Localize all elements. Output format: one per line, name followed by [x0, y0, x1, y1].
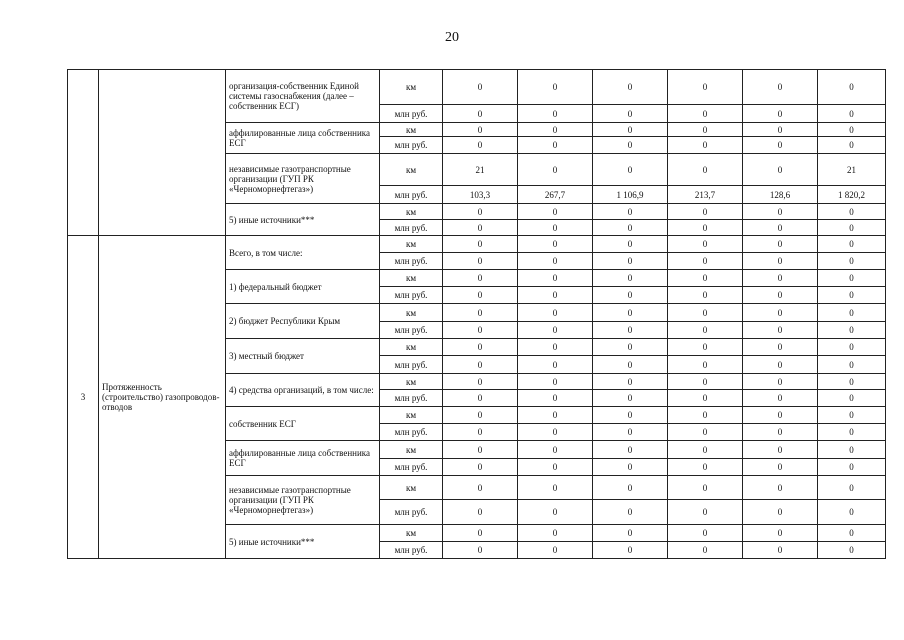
value-cell: 0 — [593, 407, 668, 424]
unit-cell: млн руб. — [380, 253, 443, 270]
value-cell: 0 — [593, 500, 668, 525]
source-label-cell: 5) иные источники*** — [226, 525, 380, 559]
value-cell: 0 — [518, 459, 593, 476]
value-cell: 0 — [743, 287, 818, 304]
value-cell: 0 — [593, 137, 668, 154]
value-cell: 0 — [818, 287, 886, 304]
value-cell: 0 — [593, 287, 668, 304]
value-cell: 0 — [743, 322, 818, 339]
row-number-cell — [68, 70, 99, 236]
unit-cell: км — [380, 204, 443, 220]
value-cell: 0 — [518, 424, 593, 441]
value-cell: 0 — [668, 542, 743, 559]
unit-cell: км — [380, 374, 443, 390]
source-label-cell: 3) местный бюджет — [226, 339, 380, 374]
value-cell: 0 — [668, 525, 743, 542]
value-cell: 0 — [593, 322, 668, 339]
value-cell: 0 — [518, 476, 593, 500]
value-cell: 0 — [443, 287, 518, 304]
value-cell: 0 — [818, 339, 886, 356]
value-cell: 0 — [668, 390, 743, 407]
value-cell: 0 — [743, 441, 818, 459]
value-cell: 0 — [518, 500, 593, 525]
value-cell: 0 — [443, 459, 518, 476]
value-cell: 0 — [518, 236, 593, 253]
value-cell: 0 — [668, 287, 743, 304]
value-cell: 0 — [593, 70, 668, 105]
value-cell: 0 — [593, 525, 668, 542]
unit-cell: млн руб. — [380, 287, 443, 304]
value-cell: 0 — [818, 476, 886, 500]
value-cell: 0 — [593, 253, 668, 270]
source-label-cell: аффилированные лица собственника ЕСГ — [226, 441, 380, 476]
value-cell: 0 — [518, 137, 593, 154]
value-cell: 0 — [668, 356, 743, 374]
value-cell: 0 — [518, 407, 593, 424]
indicator-title-cell — [99, 70, 226, 236]
unit-cell: млн руб. — [380, 500, 443, 525]
value-cell: 0 — [743, 542, 818, 559]
value-cell: 0 — [443, 500, 518, 525]
value-cell: 0 — [668, 339, 743, 356]
value-cell: 0 — [668, 304, 743, 322]
value-cell: 0 — [668, 236, 743, 253]
source-label-cell: 5) иные источники*** — [226, 204, 380, 236]
value-cell: 0 — [593, 459, 668, 476]
value-cell: 0 — [743, 204, 818, 220]
value-cell: 0 — [818, 123, 886, 137]
unit-cell: км — [380, 339, 443, 356]
value-cell: 0 — [518, 339, 593, 356]
unit-cell: км — [380, 70, 443, 105]
value-cell: 0 — [593, 542, 668, 559]
value-cell: 21 — [818, 154, 886, 186]
value-cell: 0 — [443, 374, 518, 390]
value-cell: 0 — [518, 204, 593, 220]
value-cell: 0 — [743, 220, 818, 236]
value-cell: 0 — [743, 304, 818, 322]
value-cell: 1 106,9 — [593, 186, 668, 204]
value-cell: 0 — [743, 137, 818, 154]
value-cell: 21 — [443, 154, 518, 186]
value-cell: 0 — [443, 390, 518, 407]
value-cell: 0 — [593, 476, 668, 500]
value-cell: 0 — [743, 356, 818, 374]
value-cell: 0 — [443, 236, 518, 253]
value-cell: 0 — [518, 287, 593, 304]
value-cell: 0 — [668, 424, 743, 441]
value-cell: 0 — [518, 253, 593, 270]
unit-cell: млн руб. — [380, 390, 443, 407]
value-cell: 0 — [443, 525, 518, 542]
value-cell: 0 — [743, 123, 818, 137]
value-cell: 0 — [743, 525, 818, 542]
value-cell: 0 — [743, 424, 818, 441]
value-cell: 0 — [518, 304, 593, 322]
value-cell: 0 — [518, 105, 593, 123]
value-cell: 0 — [443, 220, 518, 236]
table-row — [68, 70, 886, 105]
unit-cell: млн руб. — [380, 459, 443, 476]
value-cell: 0 — [743, 253, 818, 270]
value-cell: 0 — [743, 154, 818, 186]
value-cell: 0 — [593, 270, 668, 287]
value-cell: 0 — [668, 500, 743, 525]
value-cell: 0 — [668, 374, 743, 390]
unit-cell: км — [380, 236, 443, 253]
value-cell: 0 — [668, 441, 743, 459]
source-label-cell: организация-собственник Единой системы газоснабжения (далее – собственник ЕСГ) — [226, 70, 380, 123]
source-label-cell: 4) средства организаций, в том числе: — [226, 374, 380, 407]
unit-cell: км — [380, 407, 443, 424]
value-cell: 0 — [818, 270, 886, 287]
value-cell: 0 — [818, 70, 886, 105]
row-number-cell: 3 — [68, 236, 99, 559]
value-cell: 0 — [668, 220, 743, 236]
value-cell: 0 — [593, 236, 668, 253]
value-cell: 0 — [443, 105, 518, 123]
value-cell: 213,7 — [668, 186, 743, 204]
investment-table — [67, 69, 886, 559]
value-cell: 267,7 — [518, 186, 593, 204]
value-cell: 0 — [518, 123, 593, 137]
value-cell: 0 — [818, 407, 886, 424]
value-cell: 0 — [743, 270, 818, 287]
value-cell: 0 — [518, 441, 593, 459]
value-cell: 0 — [443, 137, 518, 154]
value-cell: 0 — [818, 525, 886, 542]
page-number: 20 — [445, 30, 459, 45]
value-cell: 0 — [668, 270, 743, 287]
value-cell: 0 — [743, 339, 818, 356]
value-cell: 0 — [743, 70, 818, 105]
value-cell: 0 — [668, 322, 743, 339]
unit-cell: млн руб. — [380, 186, 443, 204]
value-cell: 0 — [443, 270, 518, 287]
unit-cell: млн руб. — [380, 424, 443, 441]
value-cell: 0 — [443, 441, 518, 459]
unit-cell: км — [380, 476, 443, 500]
value-cell: 0 — [668, 105, 743, 123]
value-cell: 0 — [743, 390, 818, 407]
value-cell: 0 — [668, 154, 743, 186]
value-cell: 0 — [593, 390, 668, 407]
unit-cell: км — [380, 123, 443, 137]
value-cell: 0 — [593, 105, 668, 123]
value-cell: 0 — [593, 220, 668, 236]
unit-cell: млн руб. — [380, 322, 443, 339]
value-cell: 0 — [818, 137, 886, 154]
value-cell: 0 — [593, 339, 668, 356]
value-cell: 0 — [443, 424, 518, 441]
value-cell: 0 — [518, 322, 593, 339]
value-cell: 103,3 — [443, 186, 518, 204]
value-cell: 0 — [818, 424, 886, 441]
value-cell: 0 — [818, 500, 886, 525]
value-cell: 0 — [443, 123, 518, 137]
source-label-cell: собственник ЕСГ — [226, 407, 380, 441]
unit-cell: км — [380, 441, 443, 459]
value-cell: 0 — [443, 253, 518, 270]
value-cell: 1 820,2 — [818, 186, 886, 204]
value-cell: 0 — [443, 356, 518, 374]
value-cell: 0 — [518, 374, 593, 390]
value-cell: 0 — [593, 356, 668, 374]
value-cell: 0 — [443, 476, 518, 500]
source-label-cell: 1) федеральный бюджет — [226, 270, 380, 304]
value-cell: 0 — [743, 105, 818, 123]
value-cell: 0 — [818, 220, 886, 236]
value-cell: 0 — [593, 441, 668, 459]
value-cell: 0 — [668, 70, 743, 105]
value-cell: 0 — [518, 525, 593, 542]
table-row — [68, 236, 886, 253]
value-cell: 0 — [518, 542, 593, 559]
value-cell: 0 — [743, 374, 818, 390]
value-cell: 0 — [443, 70, 518, 105]
value-cell: 0 — [518, 154, 593, 186]
value-cell: 0 — [818, 253, 886, 270]
value-cell: 0 — [443, 339, 518, 356]
source-label-cell: независимые газотранспортные организации (ГУП РК «Черноморнефтегаз») — [226, 476, 380, 525]
unit-cell: млн руб. — [380, 105, 443, 123]
unit-cell: млн руб. — [380, 220, 443, 236]
value-cell: 0 — [743, 236, 818, 253]
value-cell: 0 — [443, 542, 518, 559]
value-cell: 0 — [518, 270, 593, 287]
value-cell: 0 — [743, 476, 818, 500]
source-label-cell: независимые газотранспортные организации (ГУП РК «Черноморнефтегаз») — [226, 154, 380, 204]
value-cell: 0 — [818, 236, 886, 253]
source-label-cell: аффилированные лица собственника ЕСГ — [226, 123, 380, 154]
value-cell: 0 — [593, 123, 668, 137]
value-cell: 0 — [818, 204, 886, 220]
value-cell: 0 — [593, 424, 668, 441]
value-cell: 0 — [818, 441, 886, 459]
value-cell: 0 — [518, 220, 593, 236]
value-cell: 0 — [818, 322, 886, 339]
value-cell: 0 — [743, 500, 818, 525]
unit-cell: млн руб. — [380, 542, 443, 559]
unit-cell: км — [380, 525, 443, 542]
value-cell: 0 — [443, 407, 518, 424]
value-cell: 0 — [443, 304, 518, 322]
value-cell: 128,6 — [743, 186, 818, 204]
value-cell: 0 — [668, 137, 743, 154]
value-cell: 0 — [593, 154, 668, 186]
unit-cell: км — [380, 154, 443, 186]
unit-cell: км — [380, 270, 443, 287]
source-label-cell: Всего, в том числе: — [226, 236, 380, 270]
value-cell: 0 — [593, 204, 668, 220]
value-cell: 0 — [593, 304, 668, 322]
value-cell: 0 — [818, 105, 886, 123]
value-cell: 0 — [743, 407, 818, 424]
value-cell: 0 — [818, 304, 886, 322]
unit-cell: млн руб. — [380, 356, 443, 374]
value-cell: 0 — [443, 322, 518, 339]
value-cell: 0 — [668, 476, 743, 500]
indicator-title-cell: Протяженность (строительство) газопроводов-отводов — [99, 236, 226, 559]
unit-cell: км — [380, 304, 443, 322]
value-cell: 0 — [743, 459, 818, 476]
value-cell: 0 — [518, 70, 593, 105]
value-cell: 0 — [818, 459, 886, 476]
value-cell: 0 — [818, 390, 886, 407]
value-cell: 0 — [818, 374, 886, 390]
value-cell: 0 — [668, 253, 743, 270]
value-cell: 0 — [668, 459, 743, 476]
value-cell: 0 — [818, 542, 886, 559]
source-label-cell: 2) бюджет Республики Крым — [226, 304, 380, 339]
value-cell: 0 — [518, 356, 593, 374]
unit-cell: млн руб. — [380, 137, 443, 154]
value-cell: 0 — [518, 390, 593, 407]
value-cell: 0 — [593, 374, 668, 390]
value-cell: 0 — [668, 407, 743, 424]
value-cell: 0 — [443, 204, 518, 220]
value-cell: 0 — [818, 356, 886, 374]
value-cell: 0 — [668, 204, 743, 220]
value-cell: 0 — [668, 123, 743, 137]
